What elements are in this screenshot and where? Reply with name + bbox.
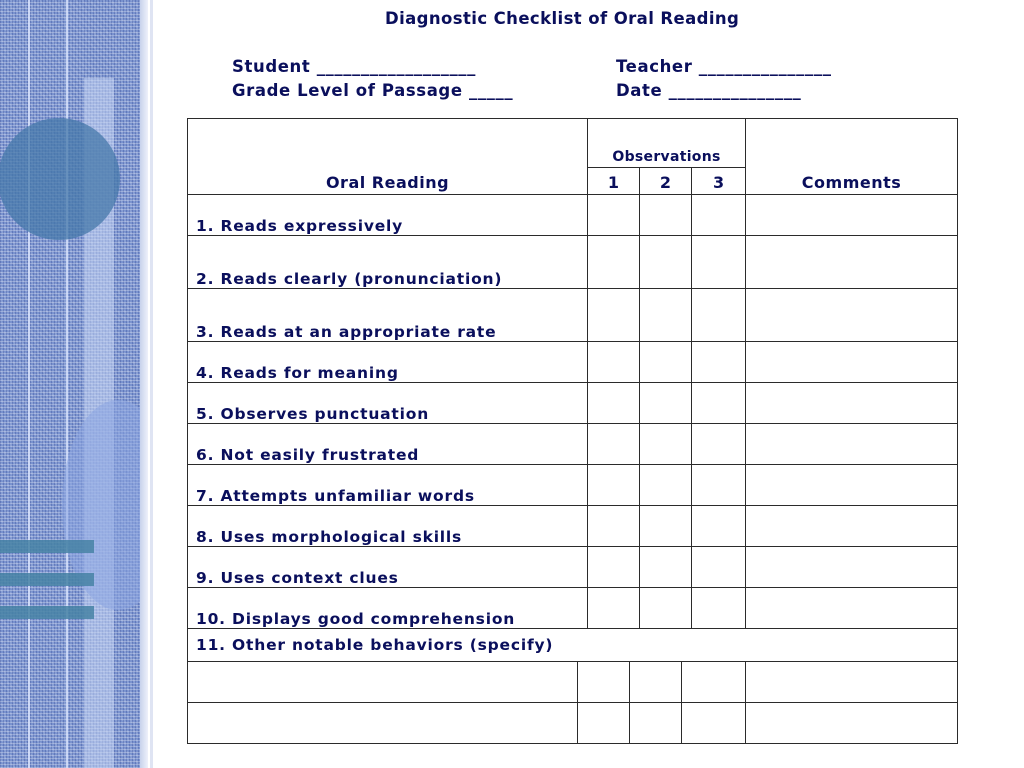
observation-cell-2[interactable]	[640, 236, 692, 289]
observation-cell-2[interactable]	[640, 588, 692, 629]
observation-cell-1[interactable]	[588, 424, 640, 465]
comments-cell[interactable]	[746, 662, 958, 703]
observation-cell-3[interactable]	[692, 289, 746, 342]
observation-cell-3[interactable]	[692, 506, 746, 547]
observation-cell-3[interactable]	[682, 662, 746, 703]
table-row	[188, 195, 958, 236]
comments-cell[interactable]	[746, 703, 958, 744]
observation-cell-2[interactable]	[630, 662, 682, 703]
header-row-top	[188, 119, 958, 168]
header-observations: Observations	[588, 119, 746, 168]
item-label: 2. Reads clearly (pronunciation)	[188, 236, 588, 289]
decorative-sidebar	[0, 0, 140, 768]
observation-cell-2[interactable]	[640, 506, 692, 547]
checklist-table	[187, 118, 958, 744]
header-oral-reading: Oral Reading	[188, 119, 588, 195]
comments-cell[interactable]	[746, 465, 958, 506]
observation-cell-1[interactable]	[588, 342, 640, 383]
observation-cell-3[interactable]	[692, 342, 746, 383]
teacher-field: Teacher _______________	[616, 57, 832, 76]
observation-cell-1[interactable]	[588, 465, 640, 506]
decorative-line	[28, 0, 30, 768]
table-row	[188, 424, 958, 465]
table-row	[188, 465, 958, 506]
header-observation-1: 1	[588, 168, 640, 195]
observation-cell-3[interactable]	[682, 703, 746, 744]
grade-level-field: Grade Level of Passage _____	[232, 81, 514, 100]
decorative-circle	[0, 118, 120, 240]
observation-cell-1[interactable]	[588, 506, 640, 547]
comments-cell[interactable]	[746, 588, 958, 629]
comments-cell[interactable]	[746, 383, 958, 424]
item-label: 1. Reads expressively	[188, 195, 588, 236]
observation-cell-2[interactable]	[630, 703, 682, 744]
observation-cell-3[interactable]	[692, 588, 746, 629]
decorative-bar	[0, 573, 94, 586]
observation-cell-1[interactable]	[588, 236, 640, 289]
observation-cell-1[interactable]	[588, 588, 640, 629]
header-comments: Comments	[746, 119, 958, 195]
item-label: 6. Not easily frustrated	[188, 424, 588, 465]
observation-cell-2[interactable]	[640, 195, 692, 236]
table-row	[188, 506, 958, 547]
observation-cell-3[interactable]	[692, 236, 746, 289]
comments-cell[interactable]	[746, 289, 958, 342]
page-title: Diagnostic Checklist of Oral Reading	[385, 9, 740, 28]
table-row	[188, 289, 958, 342]
table-row	[188, 547, 958, 588]
table-row	[188, 588, 958, 629]
observation-cell-1[interactable]	[578, 662, 630, 703]
observation-cell-2[interactable]	[640, 424, 692, 465]
comments-cell[interactable]	[746, 195, 958, 236]
other-behavior-cell[interactable]	[188, 662, 578, 703]
observation-cell-2[interactable]	[640, 342, 692, 383]
observation-cell-1[interactable]	[588, 195, 640, 236]
item-label: 10. Displays good comprehension	[188, 588, 588, 629]
observation-cell-3[interactable]	[692, 465, 746, 506]
comments-cell[interactable]	[746, 547, 958, 588]
comments-cell[interactable]	[746, 506, 958, 547]
observation-cell-1[interactable]	[578, 703, 630, 744]
item-label: 3. Reads at an appropriate rate	[188, 289, 588, 342]
observation-cell-2[interactable]	[640, 289, 692, 342]
student-field: Student __________________	[232, 57, 476, 76]
decorative-edge	[150, 0, 153, 768]
decorative-bar	[0, 606, 94, 619]
observation-cell-3[interactable]	[692, 547, 746, 588]
comments-cell[interactable]	[746, 236, 958, 289]
decorative-edge	[140, 0, 148, 768]
observation-cell-3[interactable]	[692, 195, 746, 236]
comments-cell[interactable]	[746, 424, 958, 465]
comments-cell[interactable]	[746, 342, 958, 383]
observation-cell-1[interactable]	[588, 383, 640, 424]
other-behavior-cell[interactable]	[188, 703, 578, 744]
observation-cell-2[interactable]	[640, 465, 692, 506]
item-label: 4. Reads for meaning	[188, 342, 588, 383]
header-observation-3: 3	[692, 168, 746, 195]
decorative-line	[66, 0, 68, 768]
header-observation-2: 2	[640, 168, 692, 195]
item-label: 5. Observes punctuation	[188, 383, 588, 424]
blank-row	[188, 703, 958, 744]
item-label: 7. Attempts unfamiliar words	[188, 465, 588, 506]
table-row	[188, 629, 958, 662]
observation-cell-1[interactable]	[588, 289, 640, 342]
table-row	[188, 383, 958, 424]
observation-cell-3[interactable]	[692, 424, 746, 465]
observation-cell-2[interactable]	[640, 547, 692, 588]
table-row	[188, 342, 958, 383]
observation-cell-2[interactable]	[640, 383, 692, 424]
item-label-other: 11. Other notable behaviors (specify)	[188, 629, 958, 662]
item-label: 9. Uses context clues	[188, 547, 588, 588]
observation-cell-1[interactable]	[588, 547, 640, 588]
decorative-bar	[0, 540, 94, 553]
blank-row	[188, 662, 958, 703]
item-label: 8. Uses morphological skills	[188, 506, 588, 547]
table-row	[188, 236, 958, 289]
date-field: Date _______________	[616, 81, 802, 100]
observation-cell-3[interactable]	[692, 383, 746, 424]
